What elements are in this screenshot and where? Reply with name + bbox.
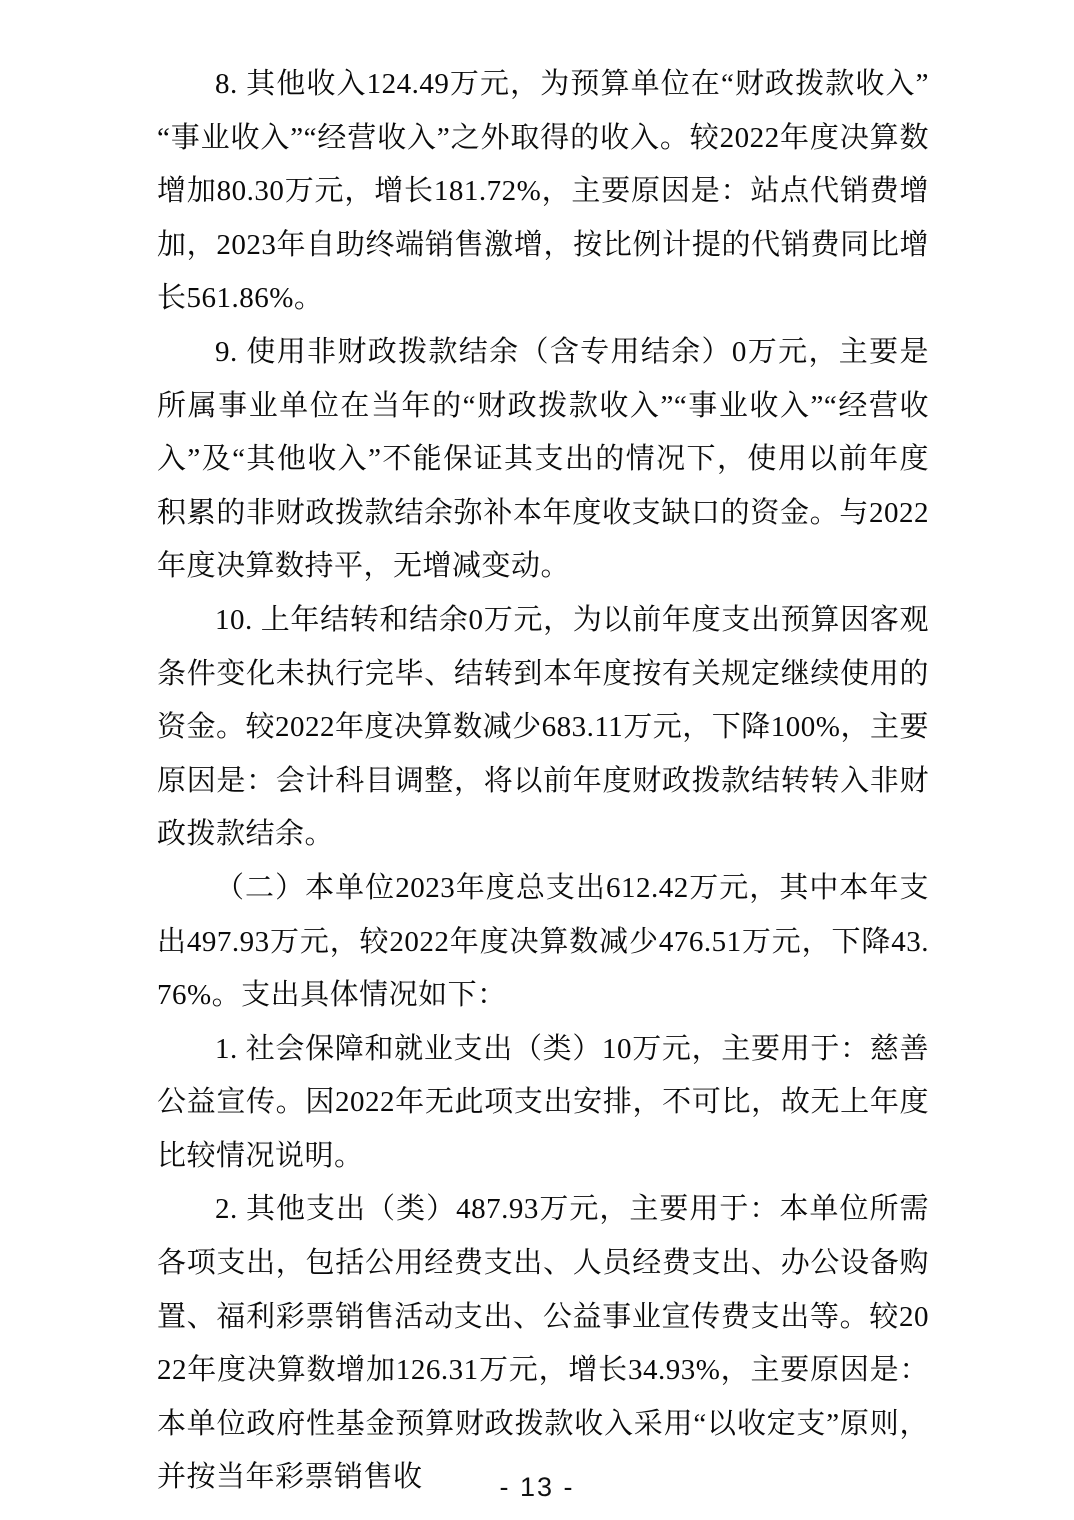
paragraph-carryover: 10. 上年结转和结余0万元，为以前年度支出预算因客观条件变化未执行完毕、结转到本年度按有关规定继续使用的资金。较2022年度决算数减少683.11万元，下降100%，主要原因是：会计科目调整，将以前年度财政拨款结转转入非财政拨款结余。 bbox=[157, 603, 929, 851]
paragraph-other-expenditure: 2. 其他支出（类）487.93万元，主要用于：本单位所需各项支出，包括公用经费支出、人员经费支出、办公设备购置、福利彩票销售活动支出、公益事业宣传费支出等。较2022年度决算数增加126.31万元，增长34.93%，主要原因是：本单位政府性基金预算财政拨款收入采用“以收定支”原则，并按当年彩票销售收 bbox=[157, 1193, 929, 1494]
document-body bbox=[157, 58, 929, 1505]
paragraph-other-income: 8. 其他收入124.49万元，为预算单位在“财政拨款收入”“事业收入”“经营收入”之外取得的收入。较2022年度决算数增加80.30万元，增长181.72%，主要原因是：站点代销费增加，2023年自助终端销售激增，按比例计提的代销费同比增长561.86%。 bbox=[157, 68, 929, 315]
paragraph-non-fiscal-surplus: 9. 使用非财政拨款结余（含专用结余）0万元，主要是所属事业单位在当年的“财政拨款收入”“事业收入”“经营收入”及“其他收入”不能保证其支出的情况下，使用以前年度积累的非财政拨款结余弥补本年度收支缺口的资金。与2022年度决算数持平，无增减变动。 bbox=[157, 335, 929, 583]
paragraph-total-expenditure: （二）本单位2023年度总支出612.42万元，其中本年支出497.93万元，较2022年度决算数减少476.51万元，下降43.76%。支出具体情况如下： bbox=[157, 871, 929, 1012]
page-number: - 13 - bbox=[499, 1472, 575, 1502]
paragraph-social-security-expenditure: 1. 社会保障和就业支出（类）10万元，主要用于：慈善公益宣传。因2022年无此项支出安排，不可比，故无上年度比较情况说明。 bbox=[157, 1032, 929, 1172]
